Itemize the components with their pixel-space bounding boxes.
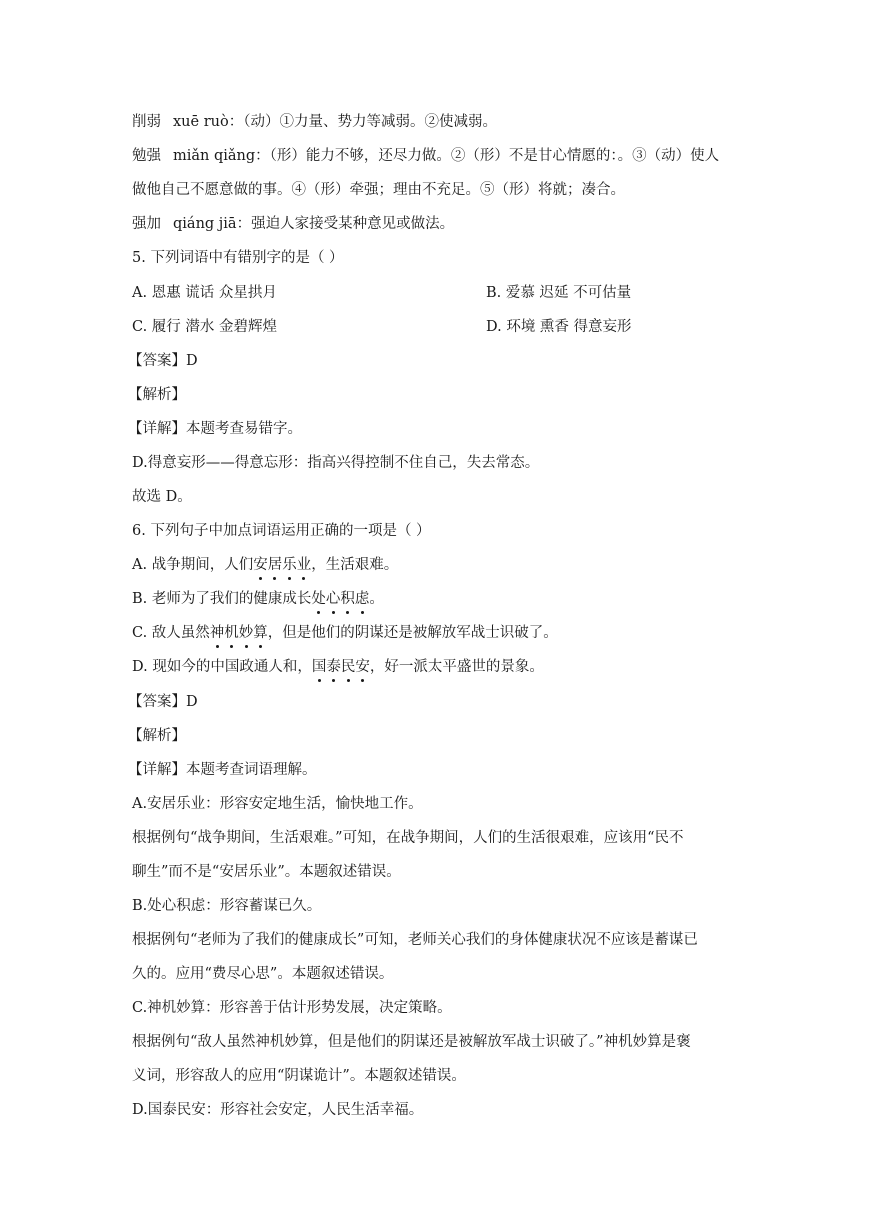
q5-analysis-title: 【解析】 — [128, 387, 186, 403]
dotted-phrase — [312, 659, 370, 675]
q6-line-4: B.处心积虑：形容蓄谋已久。 — [132, 898, 322, 914]
q5-stem: 5. 下列词语中有错别字的是（ ） — [132, 250, 344, 266]
emphasis-dot-char: 乐 — [282, 557, 297, 573]
q6-line-3: 聊生”而不是“安居乐业”。本题叙述错误。 — [132, 864, 401, 880]
q6-detail: 【详解】本题考查词语理解。 — [128, 762, 317, 778]
definition-mianqiang: 勉强 miǎn qiǎng：（形）能力不够，还尽力做。②（形）不是甘心情愿的：。③（动）使人 — [132, 148, 720, 164]
emphasis-dot-char: 安 — [355, 659, 370, 675]
definition-qiangjia: 强加 qiáng jiā：强迫人家接受某种意见或做法。 — [132, 216, 455, 232]
q6-line-9: 义词，形容敌人的应用“阴谋诡计”。本题叙述错误。 — [132, 1068, 466, 1084]
q6-option-a: A. 战争期间，人们安居乐业，生活艰难。 — [132, 557, 399, 573]
q6-line-7: C.神机妙算：形容善于估计形势发展，决定策略。 — [132, 1000, 452, 1016]
definition-mianqiang-cont: 做他自己不愿意做的事。④（形）牵强；理由不充足。⑤（形）将就；凑合。 — [132, 182, 625, 198]
q6-line-1: A.安居乐业：形容安定地生活，愉快地工作。 — [132, 796, 423, 812]
q5-option-c: C. 履行 潜水 金碧辉煌 — [132, 319, 278, 335]
q5-option-d: D. 环境 熏香 得意妄形 — [486, 319, 632, 335]
emphasis-dot-char: 泰 — [326, 659, 341, 675]
emphasis-dot-char: 国 — [311, 659, 327, 675]
q6-line-6: 久的。应用“费尽心思”。本题叙述错误。 — [132, 966, 394, 982]
q6-line-2: 根据例句“战争期间，生活艰难。”可知，在战争期间，人们的生活很艰难，应该用“民不 — [132, 830, 684, 846]
q5-conclusion: 故选 D。 — [132, 489, 192, 505]
q6-analysis-title: 【解析】 — [128, 728, 186, 744]
emphasis-dot-char: 心 — [325, 591, 341, 607]
q5-explanation-line: D.得意妄形——得意忘形：指高兴得控制不住自己，失去常态。 — [132, 455, 540, 471]
dotted-phrase — [253, 557, 311, 573]
dotted-phrase — [311, 591, 369, 607]
q6-line-10: D.国泰民安：形容社会安定，人民生活幸福。 — [132, 1102, 424, 1118]
definition-xueruo: 削弱 xuē ruò：（动）①力量、势力等减弱。②使减弱。 — [132, 114, 497, 130]
emphasis-dot-char: 业 — [296, 557, 312, 573]
emphasis-dot-char: 民 — [340, 659, 356, 675]
emphasis-dot-char: 机 — [224, 625, 239, 641]
q6-answer: 【答案】D — [128, 694, 198, 710]
q6-option-c: C. 敌人虽然神机妙算，但是他们的阴谋还是被解放军战士识破了。 — [132, 625, 558, 641]
emphasis-dot-char: 虑 — [354, 591, 370, 607]
emphasis-dot-char: 算 — [253, 625, 268, 641]
dotted-phrase — [210, 625, 268, 641]
q5-detail: 【详解】本题考查易错字。 — [128, 421, 302, 437]
emphasis-dot-char: 妙 — [238, 625, 254, 641]
q6-stem: 6. 下列句子中加点词语运用正确的一项是（ ） — [132, 523, 431, 539]
emphasis-dot-char: 积 — [340, 591, 355, 607]
emphasis-dot-char: 安 — [253, 557, 268, 573]
q6-option-d: D. 现如今的中国政通人和，国泰民安，好一派太平盛世的景象。 — [132, 659, 544, 675]
emphasis-dot-char: 居 — [267, 557, 283, 573]
q5-answer: 【答案】D — [128, 353, 198, 369]
emphasis-dot-char: 处 — [311, 591, 326, 607]
q5-option-a: A. 恩惠 谎话 众星拱月 — [132, 285, 277, 301]
emphasis-dot-char: 神 — [209, 625, 225, 641]
q5-option-b: B. 爱慕 迟延 不可估量 — [486, 285, 632, 301]
q6-option-b: B. 老师为了我们的健康成长处心积虑。 — [132, 591, 384, 607]
q6-line-8: 根据例句“敌人虽然神机妙算，但是他们的阴谋还是被解放军战士识破了。”神机妙算是褒 — [132, 1034, 691, 1050]
q6-line-5: 根据例句“老师为了我们的健康成长”可知，老师关心我们的身体健康状况不应该是蓄谋已 — [132, 932, 698, 948]
